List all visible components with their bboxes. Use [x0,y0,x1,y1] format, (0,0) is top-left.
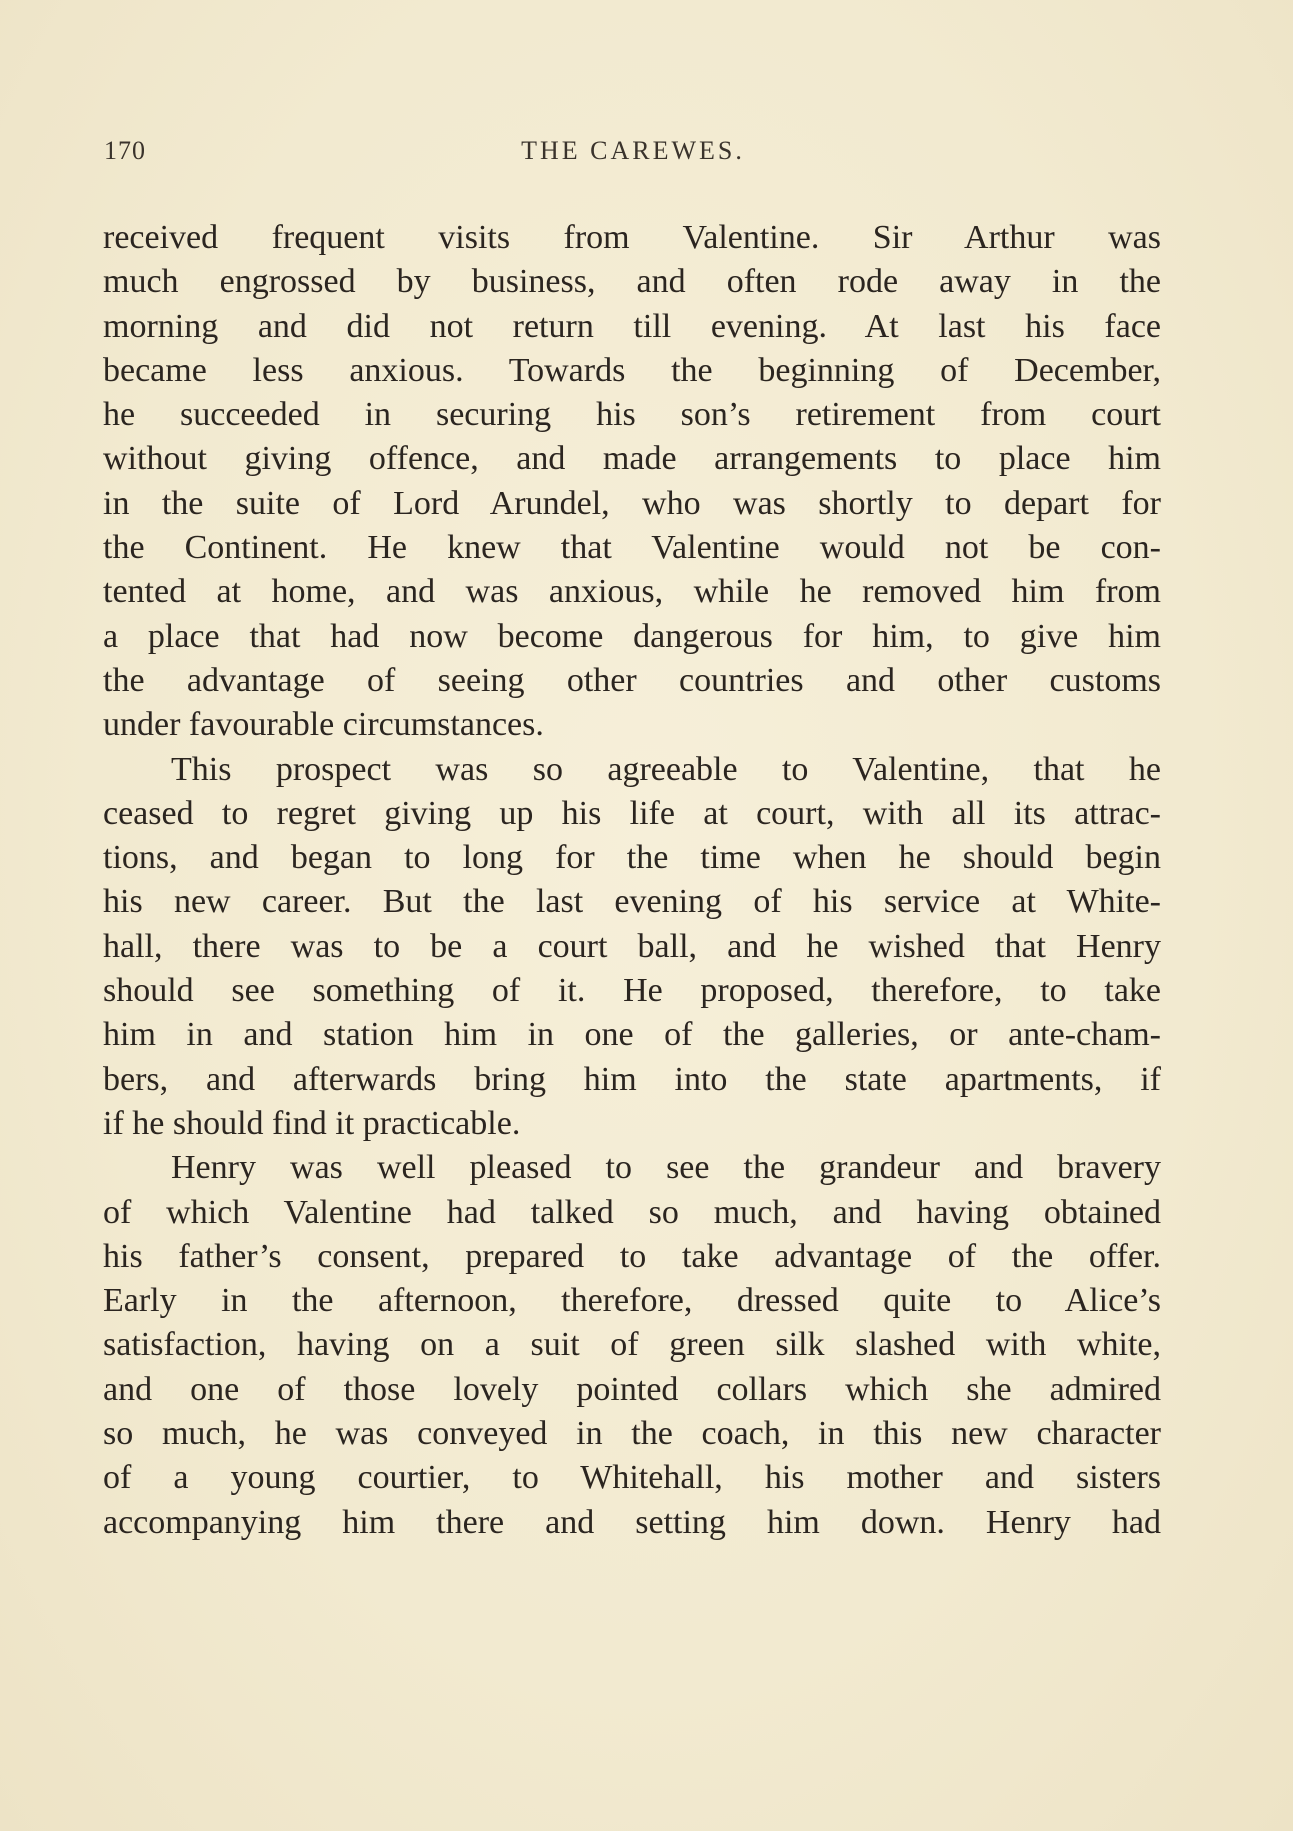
running-title: THE CAREWES. [521,136,745,165]
text-line: without giving offence, and made arrangements to place him [103,440,1161,478]
text-line: so much, he was conveyed in the coach, in this new character [103,1415,1161,1453]
text-line: in the suite of Lord Arundel, who was shortly to depart for [103,484,1161,522]
text-line: hall, there was to be a court ball, and he wished that Henry [103,927,1161,965]
text-line: accompanying him there and setting him down. Henry had [103,1503,1161,1541]
text-line: tented at home, and was anxious, while he removed him from [103,573,1161,611]
text-line: of a young courtier, to Whitehall, his mother and sisters [103,1459,1161,1497]
text-line: This prospect was so agreeable to Valentine, that he [171,750,1161,788]
text-line: if he should find it practicable. [103,1104,521,1142]
text-line: bers, and afterwards bring him into the state apartments, if [103,1060,1161,1098]
text-line: of which Valentine had talked so much, and having obtained [103,1193,1161,1231]
text-line: tions, and began to long for the time when he should begin [103,839,1161,877]
text-line: Early in the afternoon, therefore, dressed quite to Alice’s [103,1282,1161,1320]
text-line: ceased to regret giving up his life at court, with all its attrac- [103,794,1161,832]
text-line: he succeeded in securing his son’s retirement from court [103,396,1161,434]
text-line: Henry was well pleased to see the grandeur and bravery [171,1149,1161,1187]
text-line: and one of those lovely pointed collars which she admired [103,1370,1161,1408]
body-text [103,216,1161,1545]
text-line: the Continent. He knew that Valentine would not be con- [103,529,1161,567]
text-line: should see something of it. He proposed, therefore, to take [103,972,1161,1010]
text-line: received frequent visits from Valentine. Sir Arthur was [103,219,1161,256]
text-line: the advantage of seeing other countries and other customs [103,661,1161,699]
text-line: morning and did not return till evening. At last his face [103,307,1161,345]
text-line: his father’s consent, prepared to take advantage of the offer. [103,1237,1161,1275]
page-number: 170 [104,136,146,165]
text-line: under favourable circumstances. [103,706,544,744]
text-line: his new career. But the last evening of his service at White- [103,883,1161,921]
text-line: him in and station him in one of the galleries, or ante-cham- [103,1016,1161,1054]
text-line: satisfaction, having on a suit of green silk slashed with white, [103,1326,1161,1364]
text-line: a place that had now become dangerous for him, to give him [103,617,1161,655]
text-line: much engrossed by business, and often rode away in the [103,263,1161,301]
running-head [104,136,1162,168]
text-line: became less anxious. Towards the beginning of December, [103,351,1161,389]
